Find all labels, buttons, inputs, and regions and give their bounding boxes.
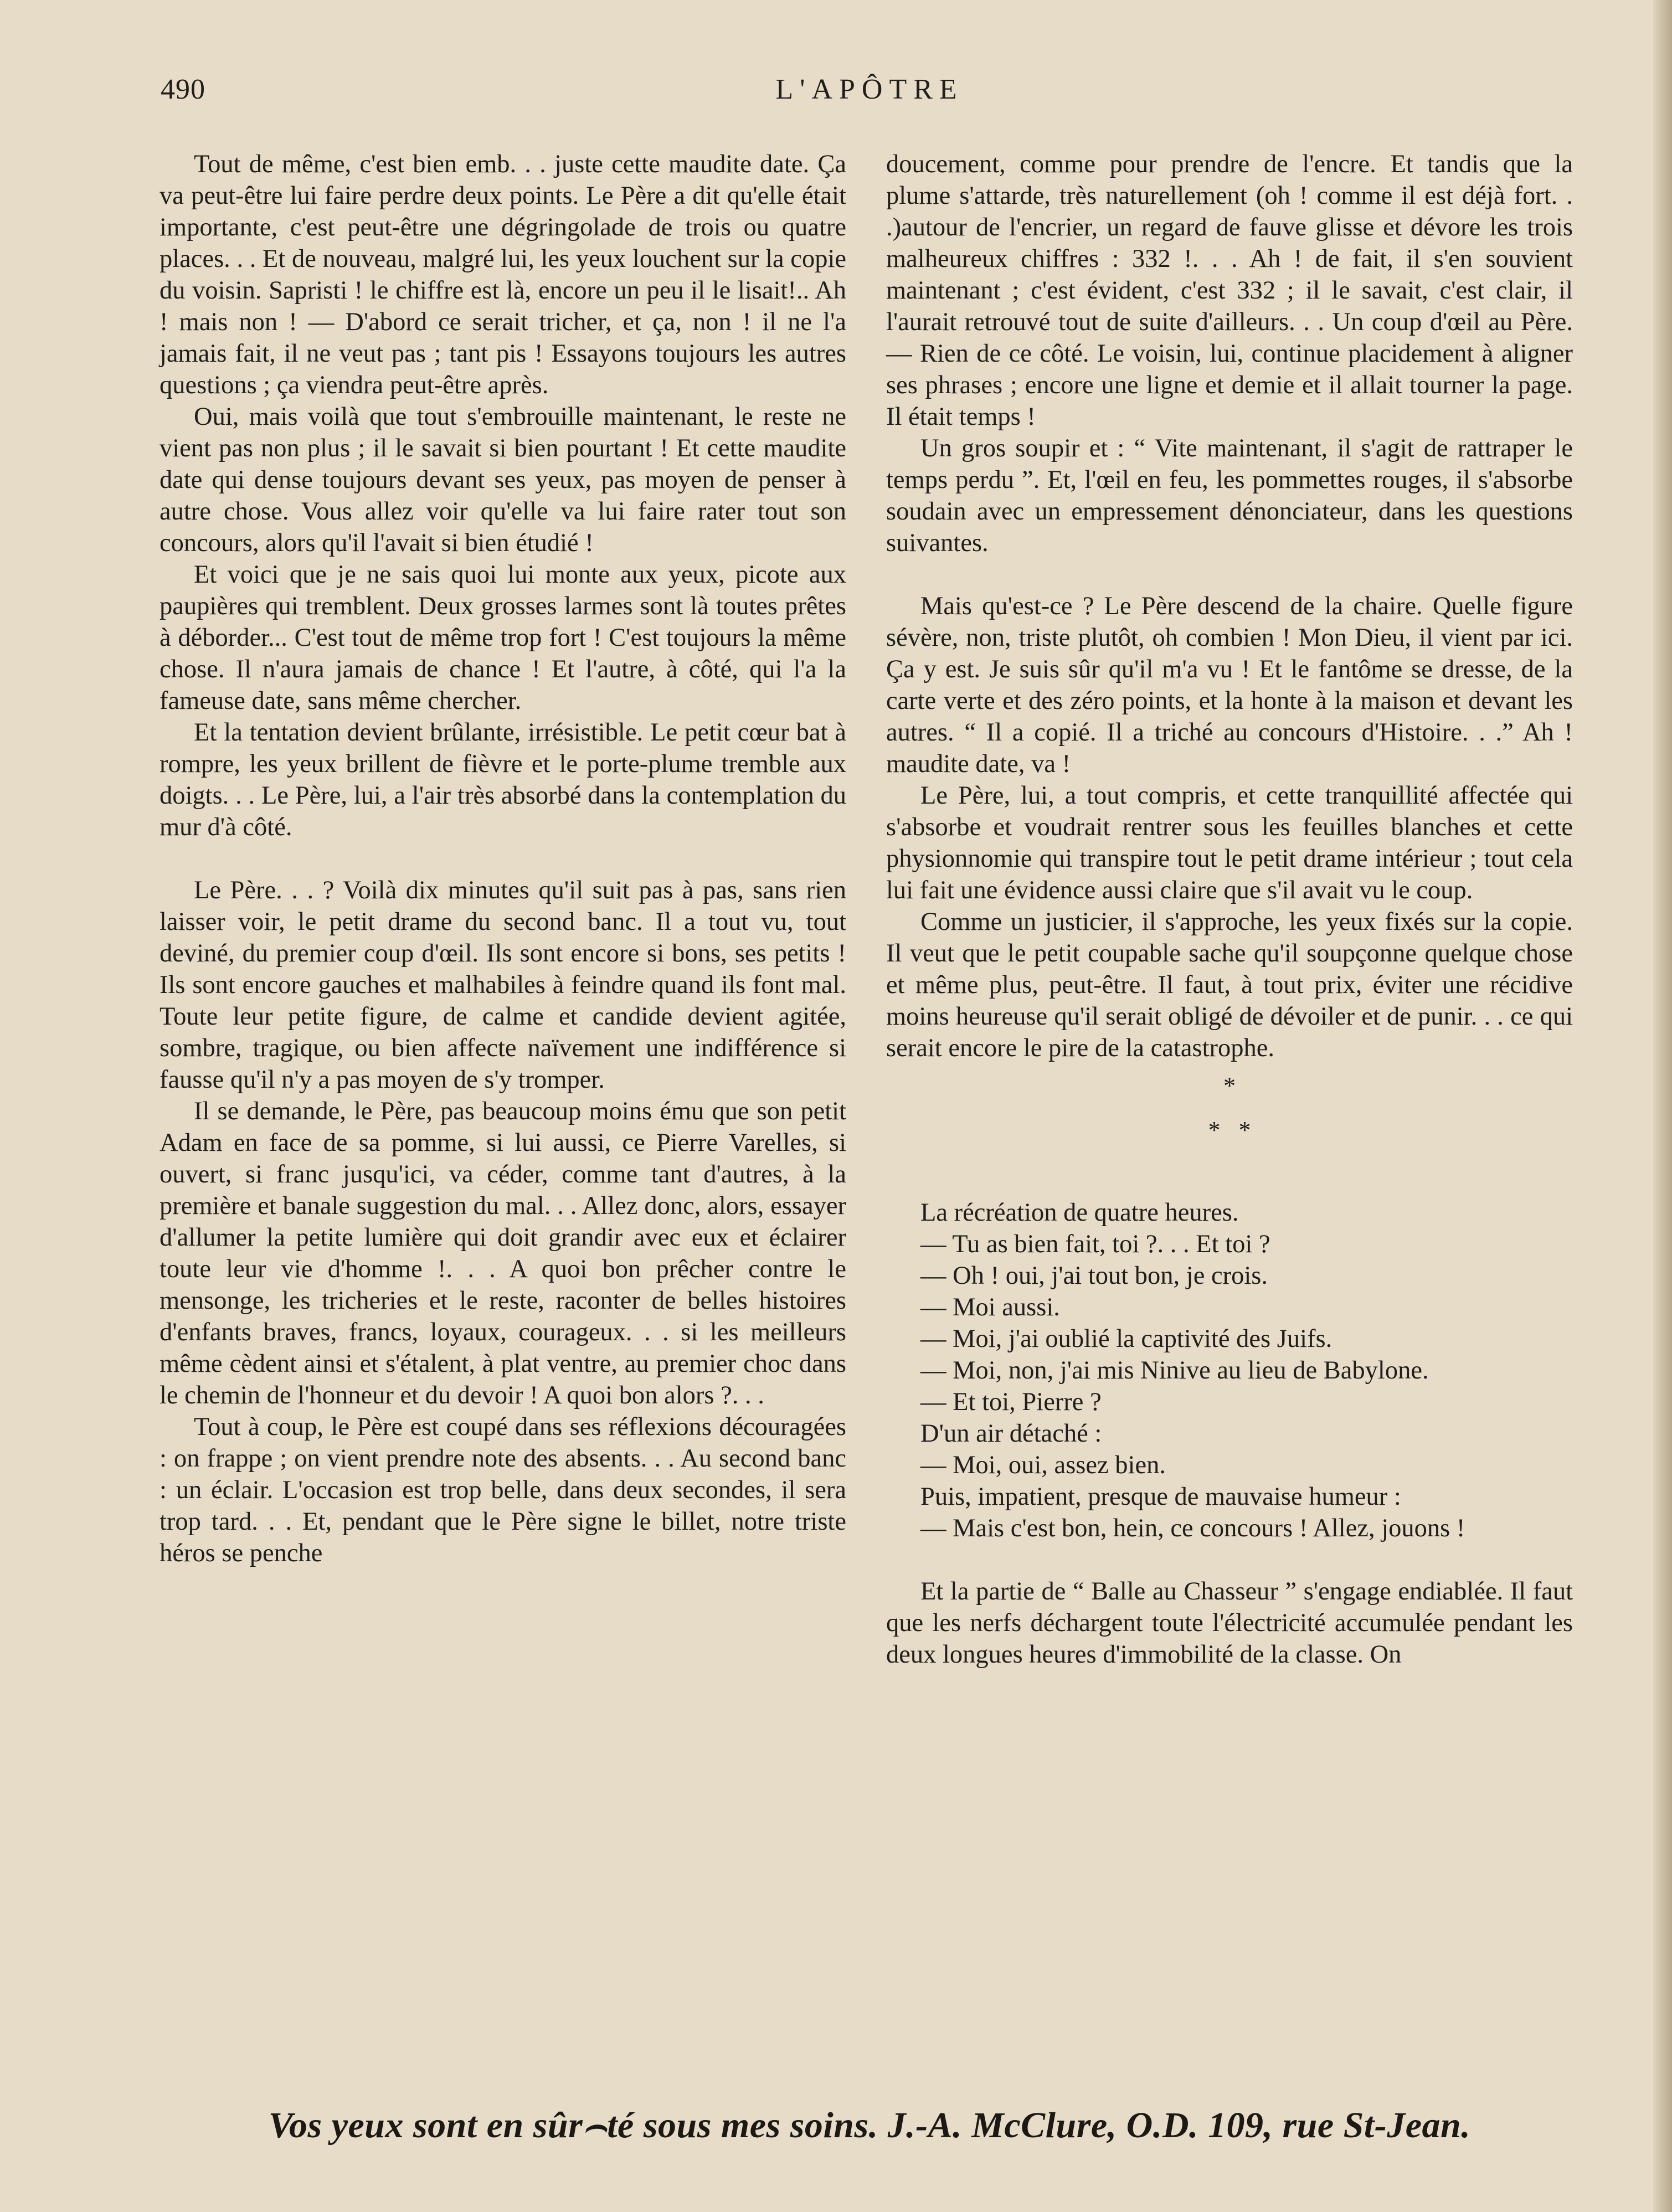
paragraph: Et la tentation devient brûlante, irrésistible. Le petit cœur bat à rompre, les yeux brillent de fièvre et le porte-plume tremble aux doigts. . . Le Père, lui, a l'air très absorbé dans la contemplation du mur d'à côté. xyxy=(160,718,846,841)
paragraph: Comme un justicier, il s'approche, les yeux fixés sur la copie. Il veut que le petit coupable sache qu'il soupçonne quelque chose et même plus, peut-être. Il faut, à tout prix, éviter une récidive moins heureuse qu'il serait obligé de dévoiler et de punir. . . ce qui serait encore le pire de la catastrophe. xyxy=(886,908,1573,1062)
dialogue-line: — Moi, j'ai oublié la captivité des Juifs. xyxy=(920,1325,1333,1353)
paragraph: Le Père, lui, a tout compris, et cette tranquillité affectée qui s'absorbe et voudrait rentrer sous les feuilles blanches et cette physionnomie qui transpire tout le petit drame intérieur ; tout cela lui fait une évidence aussi claire que s'il avait vu le coup. xyxy=(886,781,1573,904)
paragraph: Et voici que je ne sais quoi lui monte aux yeux, picote aux paupières qui tremblent. Deux grosses larmes sont là toutes prêtes à déborder... C'est tout de même trop fort ! C'est toujours la même chose. Il n'aura jamais de chance ! Et l'autre, à côté, qui l'a la fameuse date, sans même chercher. xyxy=(160,560,846,715)
page-edge-shadow xyxy=(1653,0,1672,2212)
dialogue-line: Puis, impatient, presque de mauvaise humeur : xyxy=(920,1483,1401,1511)
dialogue-line: D'un air détaché : xyxy=(920,1419,1102,1448)
dialogue-line: — Oh ! oui, j'ai tout bon, je crois. xyxy=(920,1262,1268,1290)
paragraph: Un gros soupir et : “ Vite maintenant, il s'agit de rattraper le temps perdu ”. Et, l'œil en feu, les pommettes rouges, il s'absorbe soudain avec un empressement dénonciateur, dans les questions suivantes. xyxy=(886,434,1573,557)
paragraph: Le Père. . . ? Voilà dix minutes qu'il suit pas à pas, sans rien laisser voir, le petit drame du second banc. Il a tout vu, tout deviné, du premier coup d'œil. Ils sont encore si bons, ses petits ! Ils sont encore gauches et malhabiles à feindre quand ils font mal. Toute leur petite figure, de calme et candide devient agitée, sombre, tragique, ou bien affecte naïvement une indifférence si fausse qu'il n'y a pas moyen de s'y tromper. xyxy=(160,876,846,1094)
footer-advertisement: Vos yeux sont en sûr⌢té sous mes soins. J.-A. McClure, O.D. 109, rue St-Jean. xyxy=(268,2105,1471,2146)
running-title: L'APÔTRE xyxy=(775,74,964,105)
dialogue-line: — Mais c'est bon, hein, ce concours ! Allez, jouons ! xyxy=(920,1514,1465,1542)
paragraph: doucement, comme pour prendre de l'encre. Et tandis que la plume s'attarde, très naturellement (oh ! comme il est déjà fort. . .)autour de l'encrier, un regard de fauve glisse et dévore les trois malheureux chiffres : 332 !. . . Ah ! de fait, il s'en souvient maintenant ; c'est évident, c'est 332 ; il le savait, c'est clair, il l'aurait retrouvé tout de suite d'ailleurs. . . Un coup d'œil au Père.— Rien de ce côté. Le voisin, lui, continue placidement à aligner ses phrases ; encore une ligne et demie et il allait tourner la page. Il était temps ! xyxy=(886,150,1573,431)
dialogue-line: — Tu as bien fait, toi ?. . . Et toi ? xyxy=(920,1230,1270,1258)
page-number: 490 xyxy=(161,74,205,105)
dialogue-line: — Moi, non, j'ai mis Ninive au lieu de Babylone. xyxy=(920,1356,1429,1385)
page-header xyxy=(161,73,1578,117)
paragraph: Tout de même, c'est bien emb. . . juste cette maudite date. Ça va peut-être lui faire perdre deux points. Le Père a dit qu'elle était importante, c'est peut-être une dégringolade de trois ou quatre places. . . Et de nouveau, malgré lui, les yeux louchent sur la copie du voisin. Sapristi ! le chiffre est là, encore un peu il le lisait!.. Ah ! mais non ! — D'abord ce serait tricher, et ça, non ! il ne l'a jamais fait, il ne veut pas ; tant pis ! Essayons toujours les autres questions ; ça viendra peut-être après. xyxy=(160,150,846,399)
asterisk-top: * xyxy=(1223,1072,1236,1099)
dialogue-line: — Moi, oui, assez bien. xyxy=(920,1451,1166,1479)
asterisk-bottom: * * xyxy=(1208,1117,1251,1144)
paragraph: Tout à coup, le Père est coupé dans ses réflexions découragées : on frappe ; on vient prendre note des absents. . . Au second banc : un éclair. L'occasion est trop belle, dans deux secondes, il sera trop tard. . . Et, pendant que le Père signe le billet, notre triste héros se penche xyxy=(160,1413,846,1567)
dialogue-line: — Et toi, Pierre ? xyxy=(920,1388,1102,1416)
dialogue-line: — Moi aussi. xyxy=(920,1293,1060,1321)
right-column xyxy=(886,148,1573,1670)
paragraph: Il se demande, le Père, pas beaucoup moins ému que son petit Adam en face de sa pomme, si lui aussi, ce Pierre Varelles, si ouvert, si franc jusqu'ici, va céder, comme tant d'autres, à la première et banale suggestion du mal. . . Allez donc, alors, essayer d'allumer la petite lumière qui doit grandir avec eux et éclairer toute leur vie d'homme !. . . A quoi bon prêcher contre le mensonge, les tricheries et le reste, raconter de belles histoires d'enfants braves, francs, loyaux, courageux. . . si les meilleurs même cèdent ainsi et s'étalent, à plat ventre, au premier choc dans le chemin de l'honneur et du devoir ! A quoi bon alors ?. . . xyxy=(160,1097,846,1409)
paragraph: Oui, mais voilà que tout s'embrouille maintenant, le reste ne vient pas non plus ; il le savait si bien pourtant ! Et cette maudite date qui dense toujours devant ses yeux, pas moyen de penser à autre chose. Vous allez voir qu'elle va lui faire rater tout son concours, alors qu'il l'avait si bien étudié ! xyxy=(160,403,846,557)
paragraph: Et la partie de “ Balle au Chasseur ” s'engage endiablée. Il faut que les nerfs déchargent toute l'électricité accumulée pendant les deux longues heures d'immobilité de la classe. On xyxy=(886,1577,1573,1669)
dialogue-block xyxy=(886,1197,1573,1544)
left-column xyxy=(160,148,846,1569)
section-break-asterisks xyxy=(886,1064,1573,1153)
dialogue-line: La récréation de quatre heures. xyxy=(920,1198,1239,1227)
paragraph: Mais qu'est-ce ? Le Père descend de la chaire. Quelle figure sévère, non, triste plutôt, oh combien ! Mon Dieu, il vient par ici. Ça y est. Je suis sûr qu'il m'a vu ! Et le fantôme se dresse, de la carte verte et des zéro points, et la honte à la maison et devant les autres. “ Il a copié. Il a triché au concours d'Histoire. . .” Ah ! maudite date, va ! xyxy=(886,592,1573,778)
